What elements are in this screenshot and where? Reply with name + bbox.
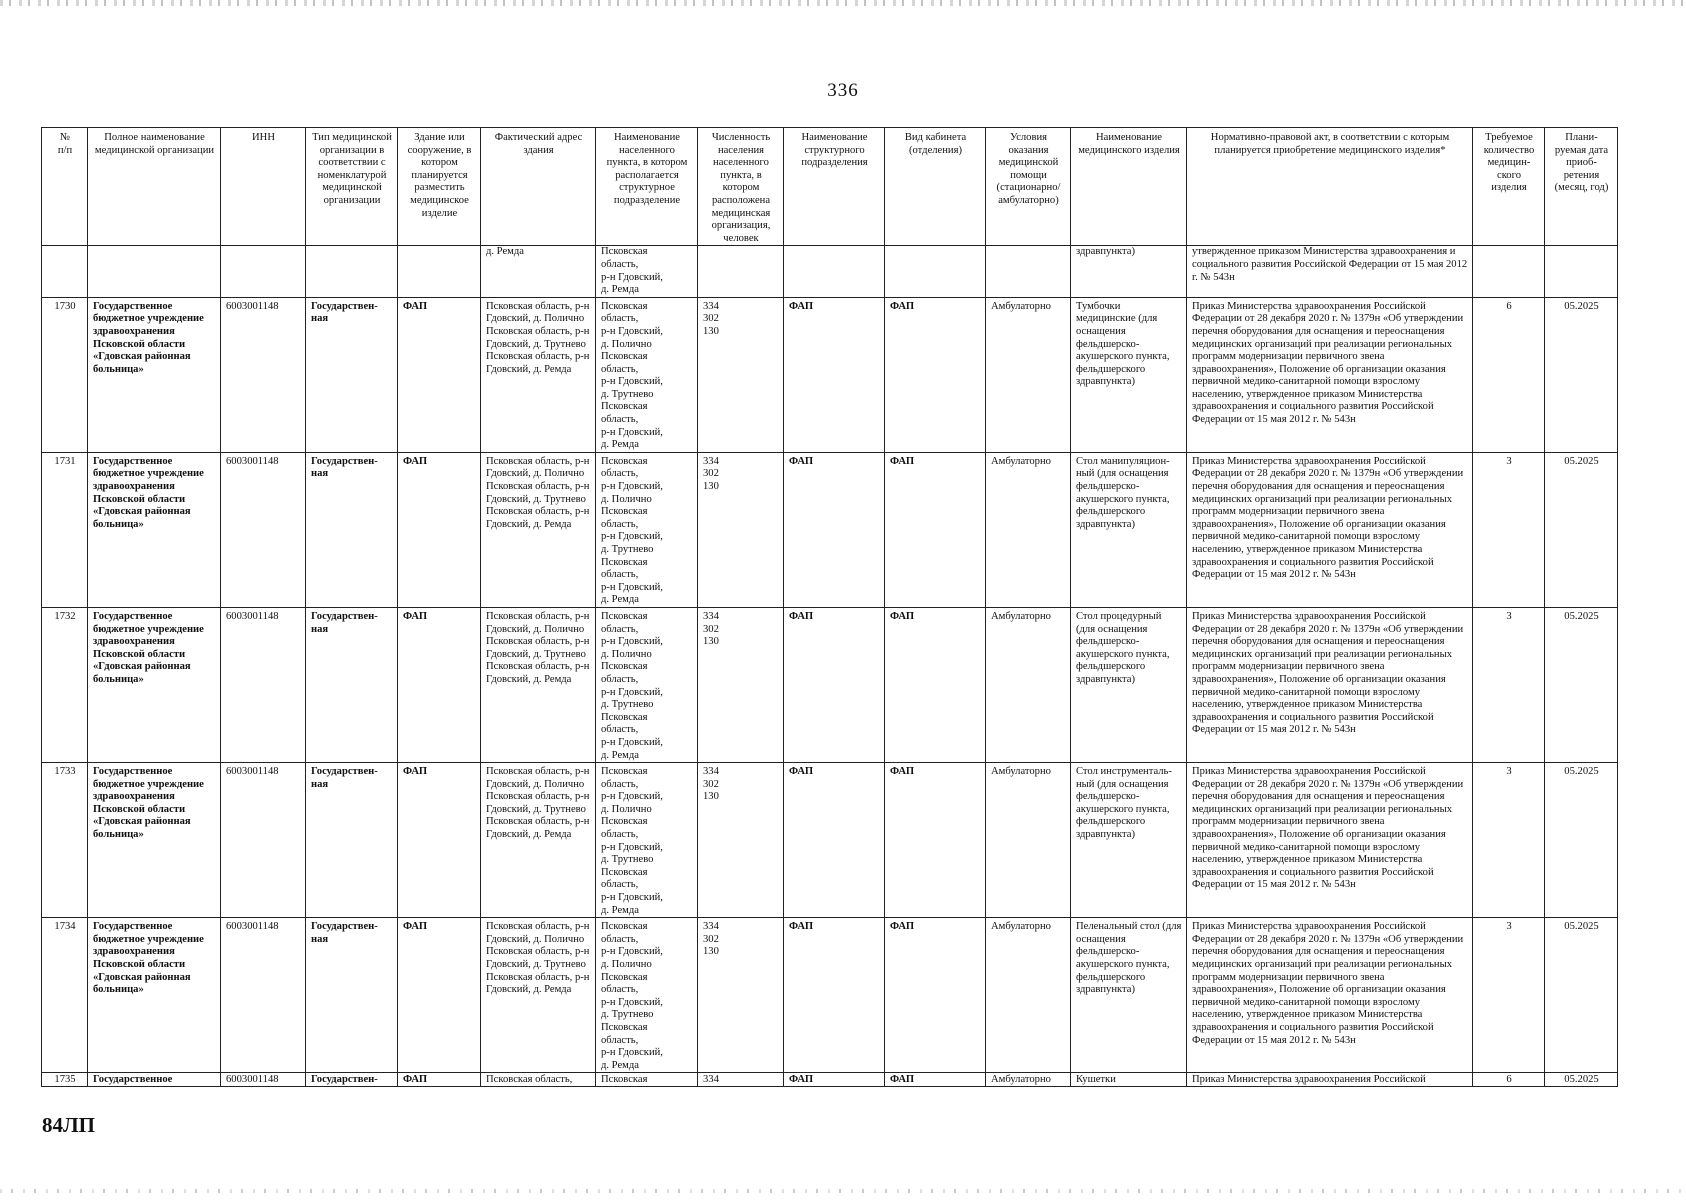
header-cell-num: № п/п [42,128,88,246]
cell-address: Псковская область, р-н Гдовский, д. Полично Псковская область, р-н Гдовский, д. Трутнево Псковская область, р-н Гдовский, д. Ремда [481,607,596,762]
table-row-partial [42,1073,1618,1087]
cell-cabinet: ФАП [885,297,986,452]
cell-unit: ФАП [784,452,885,607]
cell-unit: ФАП [784,607,885,762]
cell-qty: 3 [1473,763,1545,918]
cell-act: Приказ Министерства здравоохранения Российской Федерации от 28 декабря 2020 г. № 1379н «Об утверждении перечня оборудования для оснащения и переоснащения медицинских организаций при реализации региональных программ модернизации первичного звена здравоохранения», Положение об организации оказания первичной медико-санитарной помощи взрослому населению, утвержденное приказом Министерства здравоохранения и социального развития Российской Федерации от 15 мая 2012 г. № 543н [1187,918,1473,1073]
header-cell-type: Тип медицинской организации в соответствии с номенклатурой медицинской организации [306,128,398,246]
cell-settlement: Псковская область, р-н Гдовский, д. Полично Псковская область, р-н Гдовский, д. Трутнево Псковская область, р-н Гдовский, д. Ремда [596,452,698,607]
cell-conditions: Амбулаторно [986,452,1071,607]
cell-address: Псковская область, р-н Гдовский, д. Полично Псковская область, р-н Гдовский, д. Трутнево Псковская область, р-н Гдовский, д. Ремда [481,297,596,452]
table-row [42,763,1618,918]
cell-building: ФАП [398,763,481,918]
header-row [42,128,1618,246]
header-cell-qty: Требуемое количество медицин-ского изделия [1473,128,1545,246]
cell-org: Государственное бюджетное учреждение здравоохранения Псковской области «Гдовская районная больница» [88,452,221,607]
cell-address: Псковская область, р-н Гдовский, д. Полично Псковская область, р-н Гдовский, д. Трутнево Псковская область, р-н Гдовский, д. Ремда [481,918,596,1073]
cell-unit: ФАП [784,763,885,918]
cell-conditions: Амбулаторно [986,918,1071,1073]
cell-population [698,246,784,297]
cell-type: Государствен-ная [306,297,398,452]
cell-conditions: Амбулаторно [986,763,1071,918]
cell-conditions: Амбулаторно [986,1073,1071,1087]
cell-unit: ФАП [784,297,885,452]
cell-inn: 6003001148 [221,1073,306,1087]
cell-org: Государственное бюджетное учреждение здравоохранения Псковской области «Гдовская районная больница» [88,607,221,762]
cell-device: Стол манипуляцион-ный (для оснащения фельдшерско-акушерского пункта, фельдшерского здравпункта) [1071,452,1187,607]
cell-settlement: Псковская область, р-н Гдовский, д. Полично Псковская область, р-н Гдовский, д. Трутнево Псковская область, р-н Гдовский, д. Ремда [596,763,698,918]
cell-qty: 3 [1473,607,1545,762]
cell-type: Государствен-ная [306,452,398,607]
table-row [42,452,1618,607]
cell-date: 05.2025 [1545,297,1618,452]
cell-act: Приказ Министерства здравоохранения Российской [1187,1073,1473,1087]
cell-qty [1473,246,1545,297]
cell-date: 05.2025 [1545,918,1618,1073]
cell-qty: 3 [1473,918,1545,1073]
cell-conditions: Амбулаторно [986,607,1071,762]
header-cell-settlement: Наименование населенного пункта, в котором располагается структурное подразделение [596,128,698,246]
cell-qty: 6 [1473,297,1545,452]
table-row [42,297,1618,452]
cell-settlement: Псковская область, р-н Гдовский, д. Полично Псковская область, р-н Гдовский, д. Трутнево Псковская область, р-н Гдовский, д. Ремда [596,918,698,1073]
cell-cabinet: ФАП [885,918,986,1073]
cell-conditions: Амбулаторно [986,297,1071,452]
cell-address: Псковская область, р-н Гдовский, д. Полично Псковская область, р-н Гдовский, д. Трутнево Псковская область, р-н Гдовский, д. Ремда [481,452,596,607]
cell-date: 05.2025 [1545,1073,1618,1087]
header-cell-device: Наименование медицинского изделия [1071,128,1187,246]
cell-act: Приказ Министерства здравоохранения Российской Федерации от 28 декабря 2020 г. № 1379н «Об утверждении перечня оборудования для оснащения и переоснащения медицинских организаций при реализации региональных программ модернизации первичного звена здравоохранения», Положение об организации оказания первичной медико-санитарной помощи взрослому населению, утвержденное приказом Министерства здравоохранения и социального развития Российской Федерации от 15 мая 2012 г. № 543н [1187,763,1473,918]
equipment-table [41,127,1618,1087]
cell-date [1545,246,1618,297]
cell-unit: ФАП [784,1073,885,1087]
header-cell-building: Здание или сооружение, в котором планируется разместить медицинское изделие [398,128,481,246]
cell-settlement: Псковская область, р-н Гдовский, д. Полично Псковская область, р-н Гдовский, д. Трутнево Псковская область, р-н Гдовский, д. Ремда [596,297,698,452]
cell-act: Приказ Министерства здравоохранения Российской Федерации от 28 декабря 2020 г. № 1379н «Об утверждении перечня оборудования для оснащения и переоснащения медицинских организаций при реализации региональных программ модернизации первичного звена здравоохранения», Положение об организации оказания первичной медико-санитарной помощи взрослому населению, утвержденное приказом Министерства здравоохранения и социального развития Российской Федерации от 15 мая 2012 г. № 543н [1187,452,1473,607]
table-row [42,918,1618,1073]
header-cell-inn: ИНН [221,128,306,246]
cell-inn: 6003001148 [221,918,306,1073]
cell-population: 334 302 130 [698,918,784,1073]
table-row [42,607,1618,762]
cell-inn: 6003001148 [221,763,306,918]
scan-edge-bottom [0,1189,1686,1193]
cell-device: здравпункта) [1071,246,1187,297]
cell-qty: 6 [1473,1073,1545,1087]
cell-type: Государствен-ная [306,763,398,918]
cell-org: Государственное бюджетное учреждение здравоохранения Псковской области «Гдовская районная больница» [88,763,221,918]
cell-conditions [986,246,1071,297]
cell-org: Государственное бюджетное учреждение здравоохранения Псковской области «Гдовская районная больница» [88,918,221,1073]
header-cell-unit: Наименование структурного подразделения [784,128,885,246]
cell-building: ФАП [398,1073,481,1087]
cell-num: 1733 [42,763,88,918]
header-cell-date: Плани-руемая дата приоб-ретения (месяц, год) [1545,128,1618,246]
cell-building [398,246,481,297]
cell-building: ФАП [398,918,481,1073]
cell-inn [221,246,306,297]
cell-population: 334 302 130 [698,297,784,452]
header-cell-population: Численность населения населенного пункта, в котором расположена медицинская организация, человек [698,128,784,246]
cell-population: 334 [698,1073,784,1087]
page-number: 336 [827,80,859,101]
cell-cabinet: ФАП [885,763,986,918]
cell-address: Псковская область, р-н Гдовский, д. Полично Псковская область, р-н Гдовский, д. Трутнево Псковская область, р-н Гдовский, д. Ремда [481,763,596,918]
cell-inn: 6003001148 [221,297,306,452]
cell-act: Приказ Министерства здравоохранения Российской Федерации от 28 декабря 2020 г. № 1379н «Об утверждении перечня оборудования для оснащения и переоснащения медицинских организаций при реализации региональных программ модернизации первичного звена здравоохранения», Положение об организации оказания первичной медико-санитарной помощи взрослому населению, утвержденное приказом Министерства здравоохранения и социального развития Российской Федерации от 15 мая 2012 г. № 543н [1187,607,1473,762]
cell-type: Государствен-ная [306,607,398,762]
cell-inn: 6003001148 [221,607,306,762]
cell-settlement: Псковская область, р-н Гдовский, д. Полично Псковская область, р-н Гдовский, д. Трутнево Псковская область, р-н Гдовский, д. Ремда [596,607,698,762]
cell-building: ФАП [398,452,481,607]
cell-num: 1731 [42,452,88,607]
cell-settlement: Псковская область, р-н Гдовский, д. Ремда [596,246,698,297]
table-header [42,128,1618,246]
cell-cabinet: ФАП [885,1073,986,1087]
cell-device: Стол инструменталь-ный (для оснащения фельдшерско-акушерского пункта, фельдшерского здравпункта) [1071,763,1187,918]
cell-qty: 3 [1473,452,1545,607]
header-cell-conditions: Условия оказания медицинской помощи (стационарно/ амбулаторно) [986,128,1071,246]
cell-settlement: Псковская [596,1073,698,1087]
cell-type: Государствен-ная [306,918,398,1073]
cell-org [88,246,221,297]
cell-act: утвержденное приказом Министерства здравоохранения и социального развития Российской Федерации от 15 мая 2012 г. № 543н [1187,246,1473,297]
cell-device: Тумбочки медицинские (для оснащения фельдшерско-акушерского пункта, фельдшерского здравпункта) [1071,297,1187,452]
cell-cabinet: ФАП [885,452,986,607]
cell-org: Государственное бюджетное учреждение здравоохранения Псковской области «Гдовская районная больница» [88,297,221,452]
cell-num [42,246,88,297]
header-cell-org: Полное наименование медицинской организации [88,128,221,246]
cell-type: Государствен- [306,1073,398,1087]
cell-type [306,246,398,297]
cell-device: Кушетки [1071,1073,1187,1087]
cell-num: 1734 [42,918,88,1073]
cell-device: Пеленальный стол (для оснащения фельдшерско-акушерского пункта, фельдшерского здравпункта) [1071,918,1187,1073]
cell-building: ФАП [398,297,481,452]
cell-num: 1735 [42,1073,88,1087]
cell-date: 05.2025 [1545,607,1618,762]
cell-org: Государственное [88,1073,221,1087]
header-cell-cabinet: Вид кабинета (отделения) [885,128,986,246]
footer-code: 84ЛП [42,1113,95,1137]
cell-cabinet: ФАП [885,607,986,762]
header-cell-act: Нормативно-правовой акт, в соответствии с которым планируется приобретение медицинского изделия* [1187,128,1473,246]
cell-population: 334 302 130 [698,763,784,918]
cell-device: Стол процедурный (для оснащения фельдшерско-акушерского пункта, фельдшерского здравпункта) [1071,607,1187,762]
cell-act: Приказ Министерства здравоохранения Российской Федерации от 28 декабря 2020 г. № 1379н «Об утверждении перечня оборудования для оснащения и переоснащения медицинских организаций при реализации региональных программ модернизации первичного звена здравоохранения», Положение об организации оказания первичной медико-санитарной помощи взрослому населению, утвержденное приказом Министерства здравоохранения и социального развития Российской Федерации от 15 мая 2012 г. № 543н [1187,297,1473,452]
cell-building: ФАП [398,607,481,762]
cell-num: 1732 [42,607,88,762]
cell-address: Псковская область, [481,1073,596,1087]
header-cell-address: Фактический адрес здания [481,128,596,246]
table-row-continuation [42,246,1618,297]
cell-cabinet [885,246,986,297]
cell-date: 05.2025 [1545,452,1618,607]
cell-date: 05.2025 [1545,763,1618,918]
cell-population: 334 302 130 [698,452,784,607]
cell-unit: ФАП [784,918,885,1073]
table-body [42,246,1618,1087]
cell-inn: 6003001148 [221,452,306,607]
cell-unit [784,246,885,297]
cell-population: 334 302 130 [698,607,784,762]
cell-address: д. Ремда [481,246,596,297]
scan-edge-top [0,0,1686,6]
cell-num: 1730 [42,297,88,452]
